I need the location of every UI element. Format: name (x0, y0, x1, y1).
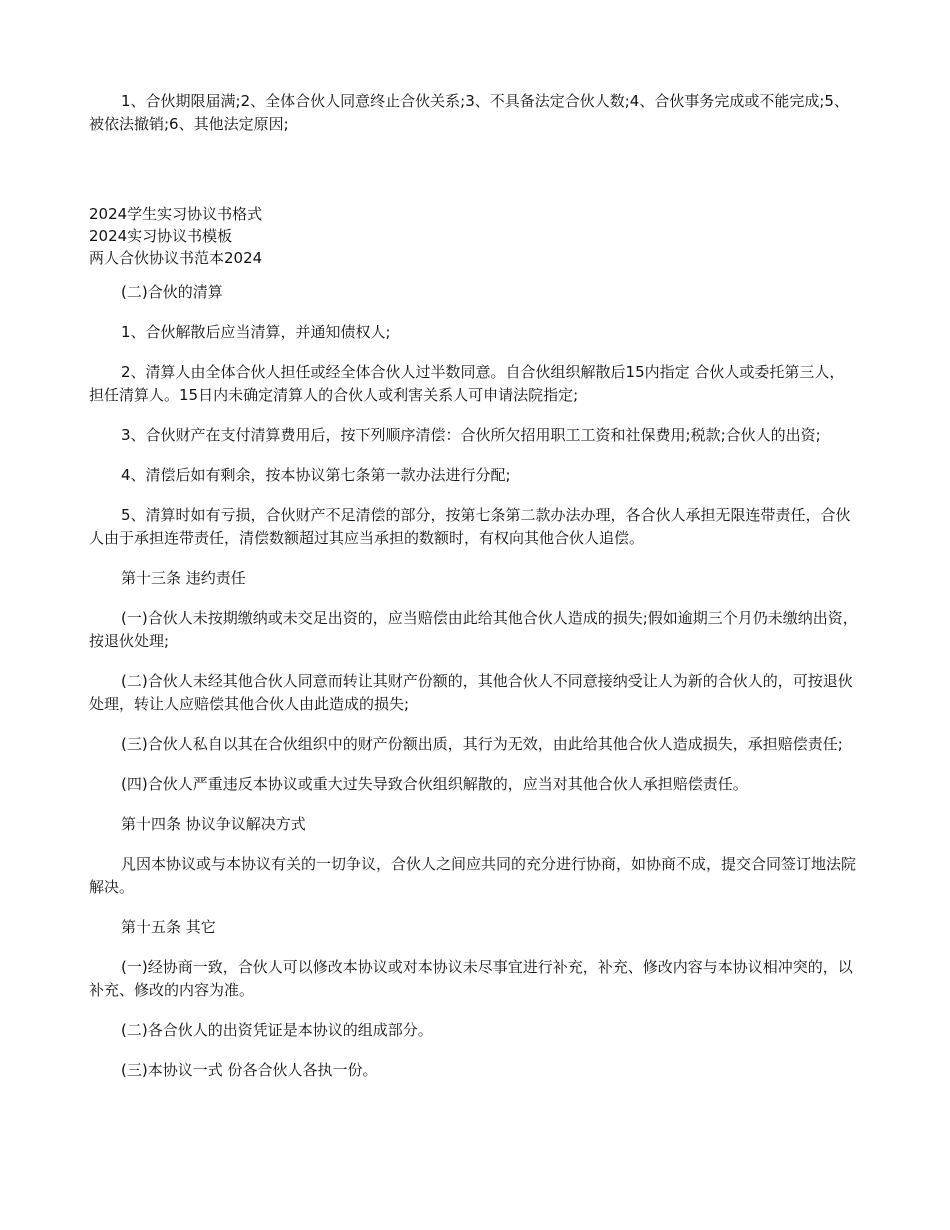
article-heading: 第十四条 协议争议解决方式 (121, 815, 306, 833)
body-paragraph: 凡因本协议或与本协议有关的一切争议，合伙人之间应共同的充分进行协商，如协商不成，提交合同签订地法院解决。 (89, 855, 857, 896)
related-link[interactable]: 2024学生实习协议书格式 (89, 205, 263, 223)
related-link[interactable]: 两人合伙协议书范本2024 (89, 249, 263, 267)
document-body (89, 281, 859, 1082)
body-paragraph: 3、合伙财产在支付清算费用后，按下列顺序清偿：合伙所欠招用职工工资和社保费用;税款;合伙人的出资; (121, 426, 821, 444)
body-paragraph: (二)各合伙人的出资凭证是本协议的组成部分。 (121, 1021, 433, 1039)
body-paragraph: 1、合伙解散后应当清算，并通知债权人; (121, 323, 391, 341)
body-paragraph: (四)合伙人严重违反本协议或重大过失导致合伙组织解散的，应当对其他合伙人承担赔偿责任。 (121, 775, 748, 793)
body-paragraph: (一)合伙人未按期缴纳或未交足出资的，应当赔偿由此给其他合伙人造成的损失;假如逾期三个月仍未缴纳出资，按退伙处理; (89, 609, 858, 650)
related-link[interactable]: 2024实习协议书模板 (89, 227, 233, 245)
body-paragraph: 2、清算人由全体合伙人担任或经全体合伙人过半数同意。自合伙组织解散后15内指定 合伙人或委托第三人，担任清算人。15日内未确定清算人的合伙人或利害关系人可申请法院指定; (89, 363, 845, 404)
document-page (89, 90, 859, 1082)
body-paragraph: (三)合伙人私自以其在合伙组织中的财产份额出质，其行为无效，由此给其他合伙人造成损失，承担赔偿责任; (121, 735, 843, 753)
article-heading: 第十五条 其它 (121, 918, 216, 936)
body-paragraph: 4、清偿后如有剩余，按本协议第七条第一款办法进行分配; (121, 466, 511, 484)
body-paragraph: 5、清算时如有亏损，合伙财产不足清偿的部分，按第七条第二款办法办理，各合伙人承担无限连带责任，合伙人由于承担连带责任，清偿数额超过其应当承担的数额时，有权向其他合伙人追偿。 (89, 506, 851, 547)
intro-paragraph: 1、合伙期限届满;2、全体合伙人同意终止合伙关系;3、不具备法定合伙人数;4、合伙事务完成或不能完成;5、被依法撤销;6、其他法定原因; (89, 92, 849, 133)
section-heading: (二)合伙的清算 (121, 283, 223, 301)
related-links (89, 203, 859, 269)
body-paragraph: (三)本协议一式 份各合伙人各执一份。 (121, 1061, 378, 1079)
article-heading: 第十三条 违约责任 (121, 569, 246, 587)
body-paragraph: (二)合伙人未经其他合伙人同意而转让其财产份额的，其他合伙人不同意接纳受让人为新的合伙人的，可按退伙处理，转让人应赔偿其他合伙人由此造成的损失; (89, 672, 853, 713)
body-paragraph: (一)经协商一致，合伙人可以修改本协议或对本协议未尽事宜进行补充，补充、修改内容与本协议相冲突的，以补充、修改的内容为准。 (89, 958, 853, 999)
